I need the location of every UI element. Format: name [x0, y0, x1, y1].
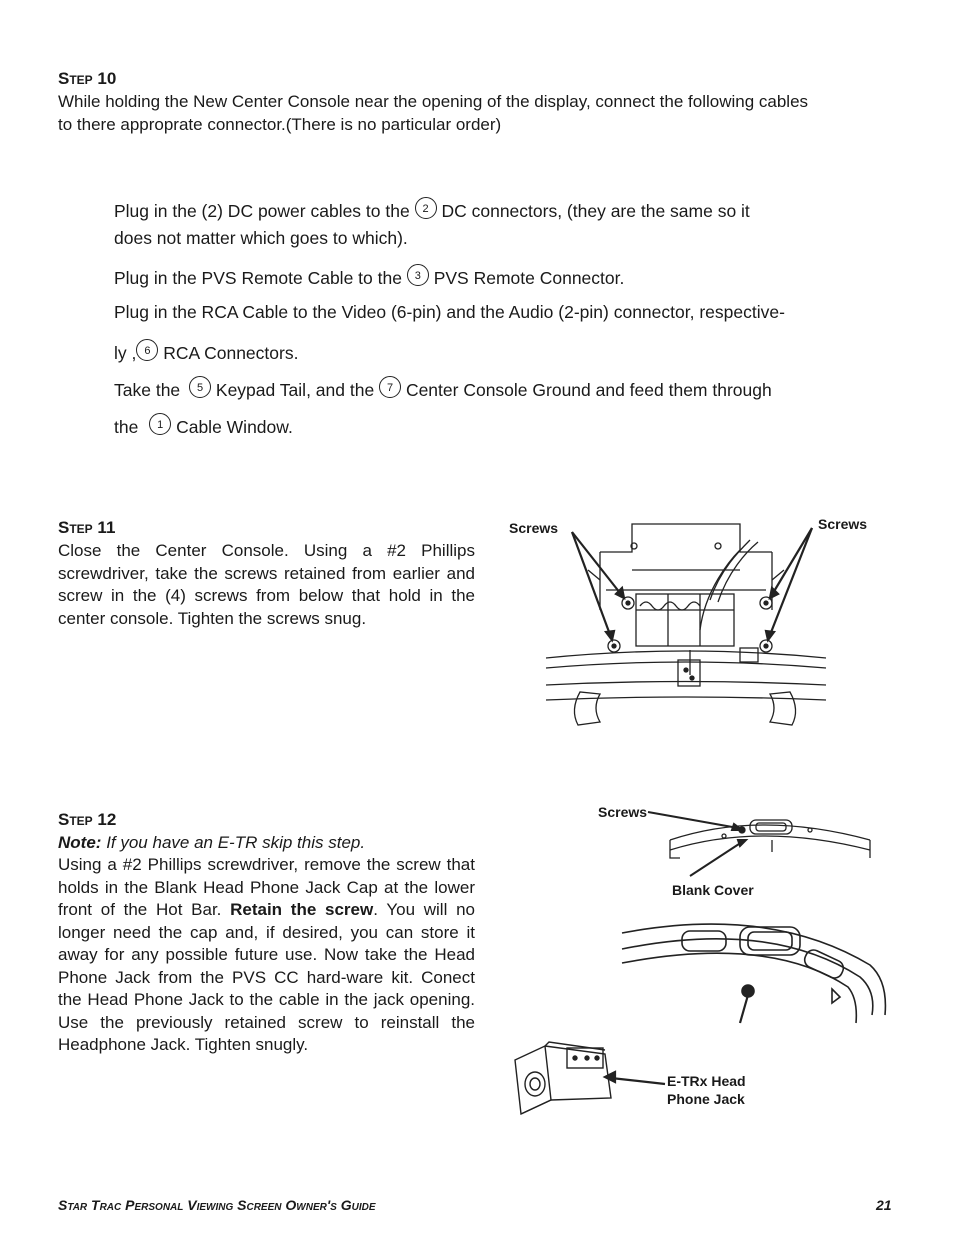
- guide-title: Star Trac Personal Viewing Screen Owner's Guide: [58, 1197, 376, 1213]
- step10-heading: [58, 69, 116, 89]
- footer-title: [58, 1197, 376, 1213]
- text: ly ,: [114, 343, 137, 363]
- step10-intro: [58, 91, 918, 136]
- step-word: Step: [58, 518, 93, 537]
- center-console-diagram: [540, 510, 830, 730]
- intro-line-2: to there approprate connector.(There is no particular order): [58, 114, 502, 134]
- headphone-jack-diagram: [505, 1040, 665, 1120]
- headphone-jack-label: [667, 1072, 746, 1108]
- step12-heading: [58, 810, 116, 830]
- step12-body: [58, 854, 475, 1057]
- callout-3: 3: [407, 264, 429, 286]
- text: the: [114, 417, 139, 437]
- note-text: If you have an E-TR skip this step.: [106, 833, 366, 852]
- body-text: Using a #2 Phillips screwdriver, remove the screw that holds in the Blank Head Phone Jack Cap at the lower front of the Hot Bar.: [58, 855, 475, 919]
- step-number: 12: [97, 810, 117, 829]
- intro-line-1: While holding the New Center Console near the opening of the display, connect the following cables: [58, 92, 809, 111]
- text: PVS Remote Connector.: [433, 268, 625, 288]
- screws-label-right: Screws: [818, 516, 868, 532]
- note-label: Note:: [58, 833, 102, 852]
- text: Keypad Tail, and the: [215, 380, 375, 400]
- callout-7: 7: [379, 376, 401, 398]
- text: Cable Window.: [176, 417, 293, 437]
- step-word: Step: [58, 810, 93, 829]
- callout-5: 5: [189, 376, 211, 398]
- body-text: . You will no longer need the cap and, if desired, you can store it away for any possible future use. Now take the Head Phone Jack from the PVS CC hard-ware kit. Conect the Head Phone Jack to the cable in the jack opening. Use the previously retained screw to reinstall the Headphone Jack. Tighten snugly.: [58, 900, 475, 1054]
- step-number: 11: [97, 518, 116, 537]
- step-number: 10: [97, 69, 117, 88]
- screws-label-left: Screws: [509, 520, 559, 536]
- instruction-rca: Plug in the RCA Cable to the Video (6-pin) and the Audio (2-pin) connector, respective-: [114, 302, 785, 322]
- callout-1: 1: [149, 413, 171, 435]
- step-word: Step: [58, 69, 93, 88]
- blank-cover-label: Blank Cover: [672, 882, 754, 898]
- instruction-rca-line2: [114, 339, 298, 364]
- page-number: 21: [876, 1197, 892, 1213]
- instruction-dc-power: [114, 197, 874, 222]
- instruction-keypad: [114, 376, 772, 401]
- step11-heading: [58, 518, 115, 538]
- text: Take the: [114, 380, 181, 400]
- label-line-2: Phone Jack: [667, 1091, 745, 1107]
- label-line-1: E-TRx Head: [667, 1073, 746, 1089]
- hot-bar-perspective: [620, 915, 890, 1025]
- body-bold: Retain the screw: [230, 900, 374, 919]
- text: DC connectors, (they are the same so it: [441, 201, 750, 221]
- text: Plug in the PVS Remote Cable to the: [114, 268, 402, 288]
- text: Center Console Ground and feed them through: [405, 380, 772, 400]
- instruction-keypad-line2: [114, 413, 293, 438]
- text: RCA Connectors.: [163, 343, 299, 363]
- callout-2: 2: [415, 197, 437, 219]
- instruction-pvs-remote: [114, 264, 624, 289]
- instruction-dc-power-line2: does not matter which goes to which).: [114, 228, 408, 248]
- callout-6: 6: [136, 339, 158, 361]
- hot-bar-diagram: [650, 800, 875, 875]
- step12-note: [58, 832, 475, 855]
- step11-body: Close the Center Console. Using a #2 Phillips screwdriver, take the screws retained from earlier and screw in the (4) screws from below that hold in the center console. Tighten the screws snug.: [58, 541, 475, 628]
- screws-label: Screws: [598, 804, 648, 820]
- text: Plug in the (2) DC power cables to the: [114, 201, 410, 221]
